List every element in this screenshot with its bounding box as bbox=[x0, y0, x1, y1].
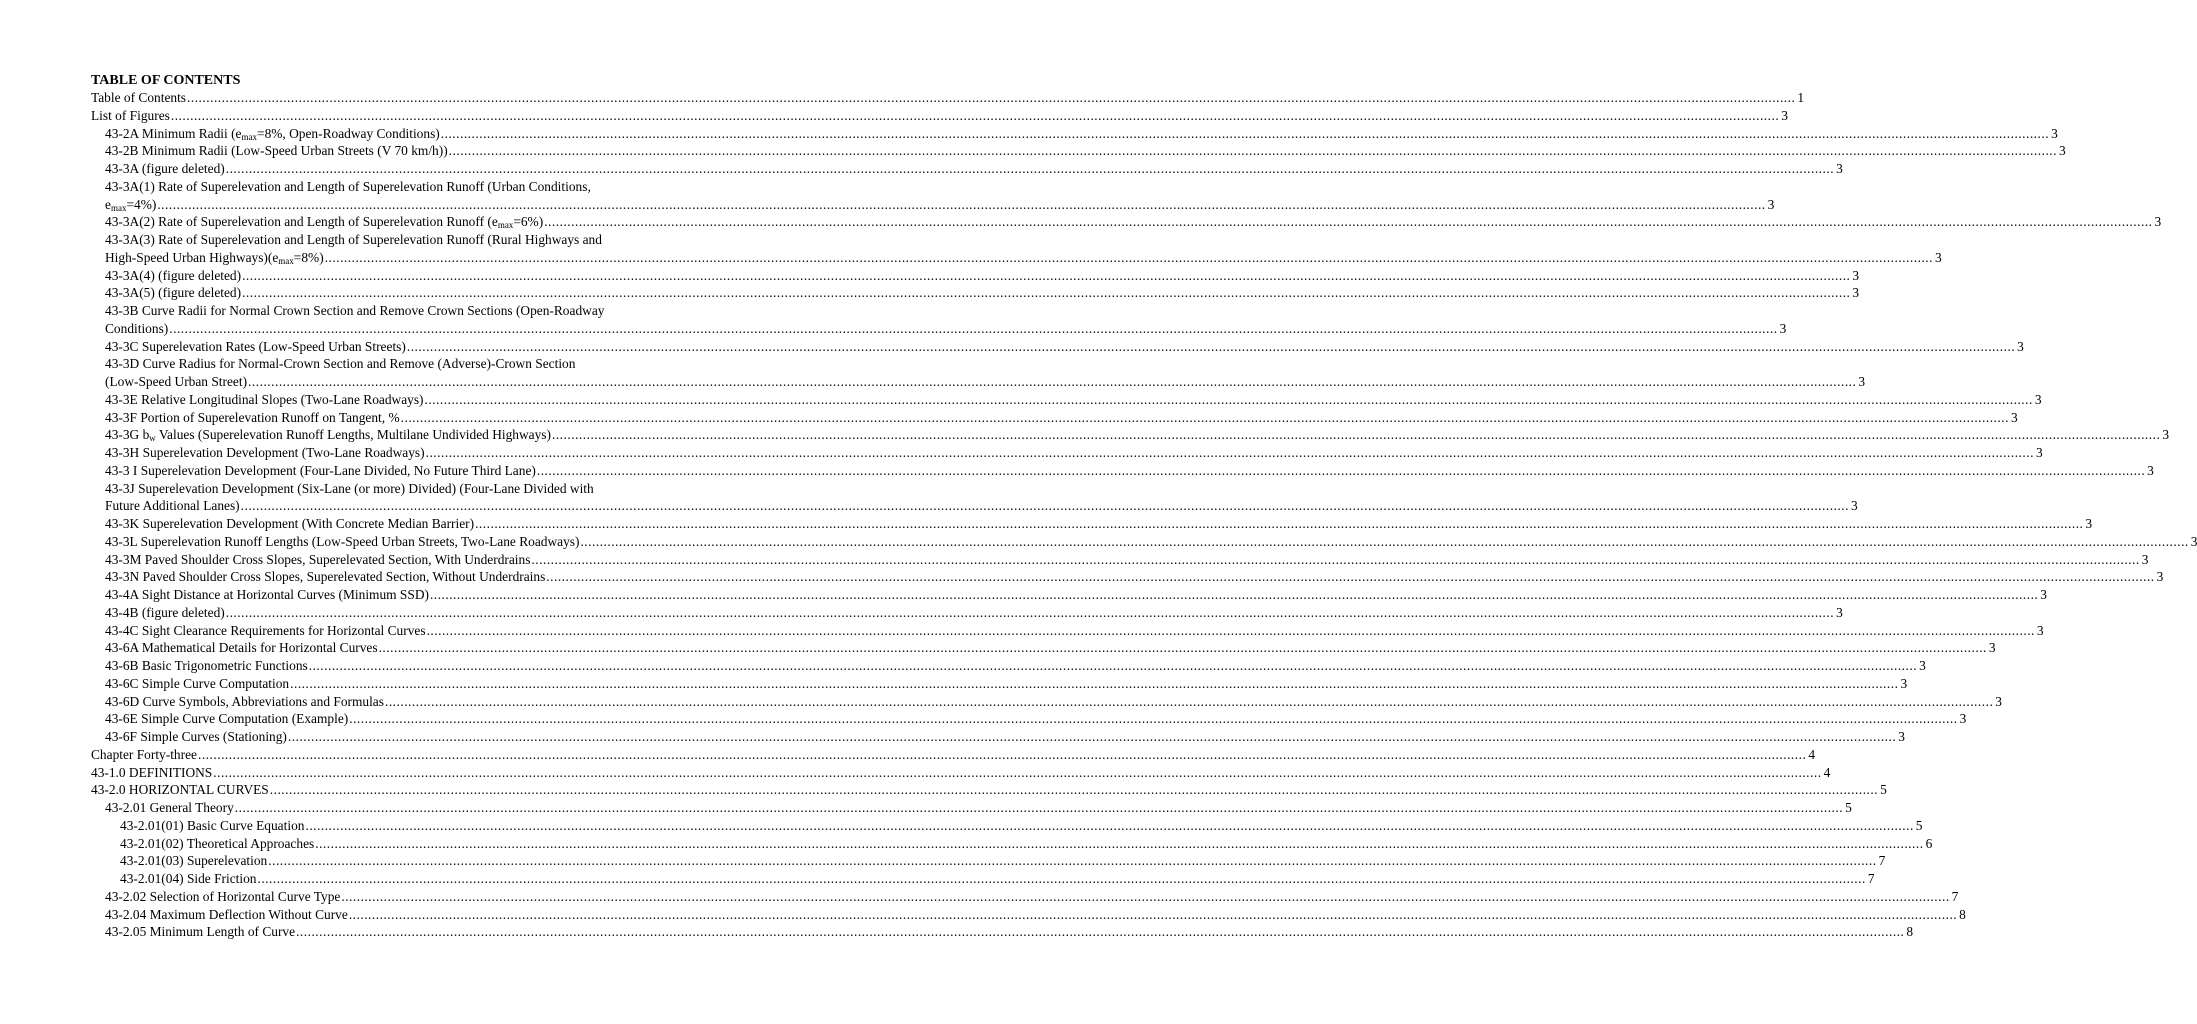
dot-leader bbox=[449, 142, 2057, 160]
toc-page-number: 3 bbox=[1836, 604, 1843, 620]
toc-entry-line bbox=[105, 160, 1843, 178]
dot-leader bbox=[242, 267, 1850, 285]
toc-entry-title-line: 43-3D Curve Radius for Normal-Crown Section and Remove (Adverse)-Crown Section bbox=[105, 356, 576, 372]
toc-entry[interactable] bbox=[91, 799, 1852, 817]
toc-page-number: 3 bbox=[2017, 338, 2024, 354]
toc-entry-line bbox=[105, 426, 2170, 444]
toc-page-number: 7 bbox=[1951, 888, 1959, 904]
toc-entry-line bbox=[105, 320, 1787, 338]
toc-entry-title: List of Figures bbox=[91, 107, 170, 123]
dot-leader bbox=[305, 817, 1913, 835]
dot-leader bbox=[171, 107, 1779, 125]
toc-entry[interactable] bbox=[91, 89, 1805, 107]
toc-entry-line bbox=[91, 781, 1887, 799]
toc-entry-title: 43-6A Mathematical Details for Horizontal Curves bbox=[105, 640, 378, 656]
toc-entry-title: Future Additional Lanes) bbox=[105, 498, 240, 514]
toc-entry-title: 43-4C Sight Clearance Requirements for Horizontal Curves bbox=[105, 622, 426, 638]
toc-entry[interactable] bbox=[91, 302, 1787, 338]
toc-page-number: 3 bbox=[2154, 214, 2162, 230]
toc-entry[interactable] bbox=[91, 125, 2058, 143]
toc-page-number: 3 bbox=[1836, 161, 1843, 176]
dot-leader bbox=[349, 906, 1957, 924]
toc-entry[interactable] bbox=[91, 728, 1905, 746]
toc-heading: TABLE OF CONTENTS bbox=[91, 73, 241, 88]
toc-entry-title-line: 43-3J Superelevation Development (Six-Lane (or more) Divided) (Four-Lane Divided with bbox=[105, 480, 594, 496]
dot-leader bbox=[385, 693, 1993, 711]
toc-entry-title: 43-2.05 Minimum Length of Curve bbox=[105, 924, 296, 940]
toc-entry-line bbox=[105, 923, 1914, 941]
toc-entry-title: 43-3A(2) Rate of Superelevation and Length of Superelevation Runoff $(e_{max}=6\%)$ bbox=[105, 214, 544, 231]
dot-leader bbox=[268, 852, 1876, 870]
toc-entry[interactable] bbox=[91, 746, 1816, 764]
toc-entry-title: 43-2B Minimum Radii (Low-Speed Urban Streets (V 70 km/h)) bbox=[105, 143, 448, 159]
toc-entry[interactable] bbox=[91, 693, 2002, 711]
toc-entry-line bbox=[91, 746, 1816, 764]
toc-entry-title: 43-3K Superelevation Development (With Concrete Median Barrier) bbox=[105, 516, 475, 531]
toc-page-number: 8 bbox=[1906, 924, 1914, 940]
toc-entry[interactable] bbox=[91, 480, 1858, 516]
toc-entry-line bbox=[105, 657, 1926, 675]
toc-entry-line bbox=[105, 622, 2044, 640]
dot-leader bbox=[288, 728, 1896, 746]
toc-entry-title-line: 43-3B Curve Radii for Normal Crown Section and Remove Crown Sections (Open-Roadway bbox=[105, 303, 605, 318]
toc-entry-title: (Low-Speed Urban Street) bbox=[105, 374, 248, 389]
dot-leader bbox=[270, 781, 1878, 799]
toc-entry-line bbox=[105, 497, 1858, 515]
toc-page-number: 3 bbox=[2085, 516, 2093, 531]
toc-entry-line bbox=[105, 409, 2018, 427]
toc-page-number: 3 bbox=[1781, 107, 1788, 123]
toc-entry[interactable] bbox=[91, 622, 2044, 640]
dot-leader bbox=[349, 710, 1957, 728]
toc-entry-title: 43-3M Paved Shoulder Cross Slopes, Superelevated Section, With Underdrains bbox=[105, 551, 531, 567]
toc-entry-title: 43-3G $b_w$ Values (Superelevation Runoff Lengths, Multilane Undivided Highways) bbox=[105, 427, 551, 444]
toc-entry-title: 43-6C Simple Curve Computation bbox=[105, 675, 290, 691]
toc-entry-title: 43-4B (figure deleted) bbox=[105, 604, 225, 620]
toc-entry-line bbox=[105, 267, 1860, 285]
toc-page-number: 3 bbox=[1779, 320, 1787, 336]
document-page bbox=[91, 72, 2197, 941]
toc-entry-title: 43-2.04 Maximum Deflection Without Curve bbox=[105, 906, 348, 922]
toc-page-number: 3 bbox=[2010, 409, 2018, 425]
toc-page-number: 3 bbox=[2141, 551, 2149, 567]
toc-entry-title: High-Speed Urban $Highways)(e_{max}=8\%)$ bbox=[105, 249, 324, 266]
toc-page-number: 3 bbox=[1898, 729, 1905, 744]
toc-entry-line bbox=[91, 107, 1788, 125]
toc-entry-title: 43-1.0 DEFINITIONS bbox=[91, 764, 213, 780]
toc-page-number: 1 bbox=[1797, 90, 1805, 105]
toc-entry-line bbox=[105, 728, 1905, 746]
toc-entry-line bbox=[91, 764, 1831, 782]
toc-page-number: 3 bbox=[1852, 285, 1860, 301]
toc-page-number: 8 bbox=[1959, 906, 1966, 922]
dot-leader bbox=[226, 604, 1834, 622]
toc-page-number: 7 bbox=[1878, 853, 1886, 869]
toc-entry[interactable] bbox=[91, 551, 2149, 569]
toc-entry-title: 43-2.0 HORIZONTAL CURVES bbox=[91, 782, 269, 798]
toc-entry-title: 43-2.01 General Theory bbox=[105, 800, 234, 815]
toc-entry-line bbox=[105, 213, 2162, 231]
toc-entry[interactable] bbox=[91, 267, 1860, 285]
dot-leader bbox=[248, 373, 1856, 391]
toc-list bbox=[91, 89, 2197, 941]
dot-leader bbox=[309, 657, 1917, 675]
dot-leader bbox=[258, 870, 1866, 888]
toc-page-number: 3 bbox=[2034, 391, 2042, 407]
toc-entry[interactable] bbox=[91, 426, 2170, 444]
toc-entry[interactable] bbox=[91, 852, 1886, 870]
dot-leader bbox=[546, 568, 2154, 586]
toc-entry-line bbox=[105, 533, 2197, 551]
toc-entry-line bbox=[105, 196, 1775, 214]
toc-entry-title: $e_{max}=4\%$) bbox=[105, 196, 157, 213]
dot-leader bbox=[242, 284, 1850, 302]
toc-entry-title: 43-2.01(01) Basic Curve Equation bbox=[120, 817, 305, 833]
toc-entry[interactable] bbox=[91, 338, 2024, 356]
toc-entry-title: 43-3A(4) (figure deleted) bbox=[105, 267, 242, 283]
toc-entry-title: 43-3H Superelevation Development (Two-Lane Roadways) bbox=[105, 445, 425, 460]
toc-entry[interactable] bbox=[91, 178, 1775, 214]
toc-entry[interactable] bbox=[91, 568, 2164, 586]
dot-leader bbox=[544, 213, 2152, 231]
dot-leader bbox=[325, 249, 1933, 267]
toc-entry[interactable] bbox=[91, 586, 2047, 604]
toc-page-number: 3 bbox=[1988, 640, 1996, 656]
dot-leader bbox=[407, 338, 2015, 356]
toc-page-number: 3 bbox=[1995, 693, 2002, 709]
toc-entry[interactable] bbox=[91, 675, 1908, 693]
toc-entry-line bbox=[120, 852, 1886, 870]
toc-page-number: 3 bbox=[1850, 498, 1858, 514]
toc-entry-line bbox=[105, 142, 2066, 160]
toc-entry[interactable] bbox=[91, 391, 2042, 409]
toc-entry-line bbox=[105, 604, 1843, 622]
toc-entry-title: 43-2.01(02) Theoretical Approaches bbox=[120, 835, 315, 851]
toc-entry-line bbox=[120, 817, 1923, 835]
dot-leader bbox=[426, 444, 2034, 462]
dot-leader bbox=[226, 160, 1834, 178]
toc-entry[interactable] bbox=[91, 657, 1926, 675]
toc-entry-line bbox=[120, 835, 1933, 853]
toc-entry-title: 43-2.01(04) Side Friction bbox=[120, 871, 257, 886]
dot-leader bbox=[341, 888, 1949, 906]
toc-page-number: 3 bbox=[2035, 445, 2043, 460]
toc-entry-line bbox=[105, 462, 2154, 480]
toc-entry[interactable] bbox=[91, 213, 2162, 231]
toc-entry-title: 43-3N Paved Shoulder Cross Slopes, Superelevated Section, Without Underdrains bbox=[105, 569, 546, 585]
toc-entry-title: 43-2A Minimum Radii ($e_{max}=8\%$, Open-Roadway Conditions) bbox=[105, 125, 440, 142]
toc-entry-line bbox=[105, 675, 1908, 693]
toc-entry[interactable] bbox=[91, 160, 1843, 178]
toc-page-number: 3 bbox=[2040, 587, 2047, 602]
dot-leader bbox=[187, 89, 1795, 107]
toc-page-number: 3 bbox=[2190, 533, 2197, 549]
toc-page-number: 7 bbox=[1867, 871, 1875, 886]
toc-entry[interactable] bbox=[91, 817, 1923, 835]
toc-entry-title: 43-6B Basic Trigonometric Functions bbox=[105, 658, 308, 673]
toc-entry-line bbox=[91, 89, 1805, 107]
toc-page-number: 5 bbox=[1845, 800, 1852, 815]
toc-page-number: 3 bbox=[1935, 249, 1942, 265]
toc-entry-line bbox=[105, 284, 1860, 302]
toc-entry-title: 43-3F Portion of Superelevation Runoff on Tangent, % bbox=[105, 409, 400, 425]
toc-entry[interactable] bbox=[91, 462, 2154, 480]
toc-page-number: 3 bbox=[2059, 143, 2066, 159]
toc-entry[interactable] bbox=[91, 515, 2093, 533]
toc-page-number: 4 bbox=[1808, 746, 1816, 762]
dot-leader bbox=[531, 551, 2139, 569]
toc-page-number: 3 bbox=[1900, 675, 1908, 691]
toc-entry-title: 43-3C Superelevation Rates (Low-Speed Urban Streets) bbox=[105, 338, 406, 354]
toc-entry[interactable] bbox=[91, 888, 1959, 906]
toc-entry-line bbox=[105, 693, 2002, 711]
toc-entry-line bbox=[105, 710, 1967, 728]
toc-entry[interactable] bbox=[91, 764, 1831, 782]
dot-leader bbox=[315, 835, 1923, 853]
toc-page-number: 5 bbox=[1880, 782, 1887, 798]
dot-leader bbox=[552, 426, 2160, 444]
toc-page-number: 3 bbox=[2147, 462, 2154, 478]
toc-entry[interactable] bbox=[91, 781, 1887, 799]
toc-entry-title: 43-6F Simple Curves (Stationing) bbox=[105, 729, 287, 744]
dot-leader bbox=[198, 746, 1806, 764]
toc-entry-line bbox=[105, 888, 1959, 906]
toc-entry-title: 43-6E Simple Curve Computation (Example) bbox=[105, 711, 349, 727]
dot-leader bbox=[401, 409, 2009, 427]
toc-entry[interactable] bbox=[91, 284, 1860, 302]
toc-entry[interactable] bbox=[91, 604, 1843, 622]
toc-entry-title: 43-3A(5) (figure deleted) bbox=[105, 285, 242, 301]
toc-entry-title: 43-6D Curve Symbols, Abbreviations and Formulas bbox=[105, 693, 384, 709]
toc-page-number: 3 bbox=[2051, 125, 2058, 141]
dot-leader bbox=[430, 586, 2038, 604]
toc-entry[interactable] bbox=[91, 639, 1996, 657]
toc-entry-line bbox=[120, 870, 1875, 888]
dot-leader bbox=[580, 533, 2188, 551]
toc-page-number: 3 bbox=[2036, 622, 2044, 638]
toc-entry[interactable] bbox=[91, 533, 2197, 551]
dot-leader bbox=[169, 320, 1777, 338]
toc-entry-title: 43-3A (figure deleted) bbox=[105, 161, 225, 176]
toc-page-number: 4 bbox=[1823, 764, 1831, 780]
dot-leader bbox=[213, 764, 1821, 782]
dot-leader bbox=[427, 622, 2035, 640]
toc-page-number: 3 bbox=[2156, 569, 2164, 585]
toc-page-number: 3 bbox=[1852, 267, 1860, 283]
toc-entry-line bbox=[105, 373, 1866, 391]
toc-entry-line bbox=[105, 586, 2047, 604]
toc-page-number: 3 bbox=[1858, 374, 1866, 389]
toc-page-number: 5 bbox=[1915, 817, 1923, 833]
toc-entry[interactable] bbox=[91, 142, 2066, 160]
toc-entry-title: 43-2.02 Selection of Horizontal Curve Type bbox=[105, 888, 341, 904]
toc-entry-line bbox=[105, 551, 2149, 569]
toc-page-number: 3 bbox=[1919, 658, 1926, 673]
dot-leader bbox=[441, 125, 2049, 143]
toc-entry-title: 43-3L Superelevation Runoff Lengths (Low-Speed Urban Streets, Two-Lane Roadways) bbox=[105, 533, 580, 549]
toc-entry[interactable] bbox=[91, 870, 1875, 888]
toc-entry[interactable] bbox=[91, 107, 1788, 125]
toc-entry-line bbox=[105, 249, 1942, 267]
toc-entry-title-line: 43-3A(3) Rate of Superelevation and Length of Superelevation Runoff (Rural Highways and bbox=[105, 232, 602, 247]
toc-page-number: 3 bbox=[2162, 427, 2170, 443]
toc-entry-title: Table of Contents bbox=[91, 90, 187, 105]
toc-entry-line bbox=[105, 906, 1966, 924]
toc-entry-line bbox=[105, 639, 1996, 657]
toc-entry[interactable] bbox=[91, 355, 1866, 391]
toc-entry-title-line: 43-3A(1) Rate of Superelevation and Length of Superelevation Runoff (Urban Conditions, bbox=[105, 178, 591, 194]
dot-leader bbox=[296, 923, 1904, 941]
toc-entry-line bbox=[105, 125, 2058, 143]
toc-entry-line bbox=[105, 799, 1852, 817]
dot-leader bbox=[475, 515, 2083, 533]
toc-entry-line bbox=[105, 391, 2042, 409]
toc-entry[interactable] bbox=[91, 835, 1933, 853]
dot-leader bbox=[157, 196, 1765, 214]
toc-entry[interactable] bbox=[91, 231, 1942, 267]
toc-entry[interactable] bbox=[91, 710, 1967, 728]
toc-page-number: 3 bbox=[1767, 196, 1775, 212]
toc-entry[interactable] bbox=[91, 923, 1914, 941]
dot-leader bbox=[235, 799, 1843, 817]
dot-leader bbox=[537, 462, 2145, 480]
dot-leader bbox=[379, 639, 1987, 657]
dot-leader bbox=[425, 391, 2033, 409]
toc-page-number: 3 bbox=[1959, 711, 1967, 727]
toc-entry-line bbox=[105, 515, 2093, 533]
toc-page-number: 6 bbox=[1925, 835, 1933, 851]
toc-entry[interactable] bbox=[91, 906, 1966, 924]
toc-entry-line bbox=[105, 338, 2024, 356]
dot-leader bbox=[241, 497, 1849, 515]
toc-entry-title: 43-3 I Superelevation Development (Four-Lane Divided, No Future Third Lane) bbox=[105, 462, 536, 478]
toc-entry[interactable] bbox=[91, 444, 2043, 462]
toc-entry-title: 43-3E Relative Longitudinal Slopes (Two-Lane Roadways) bbox=[105, 391, 424, 407]
dot-leader bbox=[290, 675, 1898, 693]
toc-entry-title: Conditions) bbox=[105, 320, 169, 336]
toc-entry[interactable] bbox=[91, 409, 2018, 427]
toc-entry-title: 43-4A Sight Distance at Horizontal Curves (Minimum SSD) bbox=[105, 587, 429, 602]
toc-entry-line bbox=[105, 444, 2043, 462]
toc-entry-line bbox=[105, 568, 2164, 586]
toc-entry-title: Chapter Forty-three bbox=[91, 746, 197, 762]
toc-entry-title: 43-2.01(03) Superelevation bbox=[120, 853, 268, 869]
